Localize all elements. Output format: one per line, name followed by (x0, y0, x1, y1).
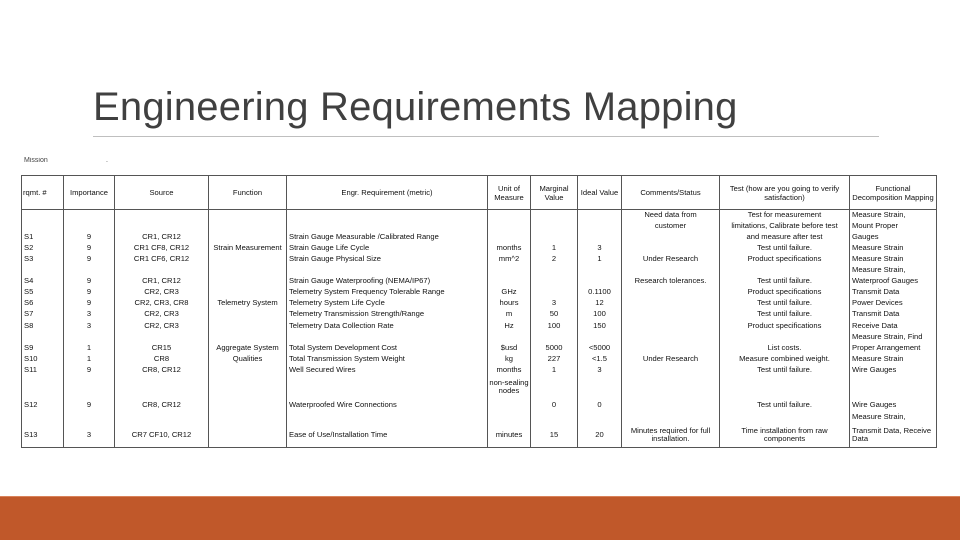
cell-unit (488, 399, 531, 411)
table-row (22, 287, 937, 298)
cell-ideal (578, 210, 622, 221)
cell-comments: customer (622, 221, 720, 232)
cell-decomposition (850, 376, 937, 399)
cell-unit: non-sealing nodes (488, 376, 531, 399)
cell-rqmt-number (22, 376, 64, 399)
cell-comments (622, 309, 720, 320)
cell-importance: 3 (64, 320, 115, 331)
cell-unit: minutes (488, 423, 531, 447)
cell-importance: 9 (64, 243, 115, 254)
cell-test: Test until failure. (720, 365, 850, 376)
table-row (22, 221, 937, 232)
cell-unit (488, 411, 531, 423)
cell-source: CR8 (115, 354, 209, 365)
cell-rqmt-number: S11 (22, 365, 64, 376)
cell-test: Product specifications (720, 287, 850, 298)
cell-rqmt-number (22, 210, 64, 221)
cell-unit: months (488, 365, 531, 376)
cell-unit: Hz (488, 320, 531, 331)
footer-bar (0, 497, 960, 540)
cell-engr-requirement: Strain Gauge Physical Size (287, 254, 488, 265)
cell-unit: kg (488, 354, 531, 365)
table-body (22, 210, 937, 448)
cell-rqmt-number: S12 (22, 399, 64, 411)
cell-source: CR2, CR3 (115, 320, 209, 331)
table-header (22, 176, 937, 210)
table-row (22, 354, 937, 365)
cell-comments (622, 298, 720, 309)
cell-decomposition: Mount Proper (850, 221, 937, 232)
cell-marginal: 100 (531, 320, 578, 331)
cell-marginal (531, 411, 578, 423)
cell-function (209, 376, 287, 399)
cell-test: Test until failure. (720, 399, 850, 411)
header-ideal-value: Ideal Value (578, 176, 622, 210)
cell-unit (488, 221, 531, 232)
cell-importance: 3 (64, 309, 115, 320)
cell-importance (64, 376, 115, 399)
cell-decomposition: Measure Strain (850, 254, 937, 265)
cell-rqmt-number: S7 (22, 309, 64, 320)
cell-function (209, 276, 287, 287)
cell-source (115, 265, 209, 276)
cell-marginal (531, 376, 578, 399)
cell-ideal (578, 376, 622, 399)
cell-function (209, 210, 287, 221)
cell-ideal (578, 276, 622, 287)
table-row (22, 243, 937, 254)
cell-comments: Research tolerances. (622, 276, 720, 287)
cell-rqmt-number: S5 (22, 287, 64, 298)
cell-importance: 9 (64, 276, 115, 287)
cell-function (209, 265, 287, 276)
cell-comments (622, 376, 720, 399)
cell-ideal (578, 411, 622, 423)
cell-function (209, 232, 287, 243)
cell-decomposition: Measure Strain, (850, 210, 937, 221)
cell-unit (488, 265, 531, 276)
cell-engr-requirement (287, 331, 488, 342)
cell-comments (622, 232, 720, 243)
cell-importance (64, 265, 115, 276)
cell-function: Qualities (209, 354, 287, 365)
cell-unit: mm^2 (488, 254, 531, 265)
cell-source: CR7 CF10, CR12 (115, 423, 209, 447)
cell-source (115, 221, 209, 232)
cell-source: CR2, CR3 (115, 309, 209, 320)
cell-rqmt-number: S3 (22, 254, 64, 265)
cell-test: Test until failure. (720, 276, 850, 287)
cell-decomposition: Measure Strain, Find (850, 331, 937, 342)
cell-function (209, 411, 287, 423)
cell-test (720, 411, 850, 423)
cell-engr-requirement: Strain Gauge Measurable /Calibrated Range (287, 232, 488, 243)
header-rqmt-number: rqmt. # (22, 176, 64, 210)
cell-decomposition: Measure Strain (850, 243, 937, 254)
cell-ideal: 100 (578, 309, 622, 320)
header-function: Function (209, 176, 287, 210)
cell-rqmt-number (22, 221, 64, 232)
cell-ideal: 12 (578, 298, 622, 309)
cell-rqmt-number: S2 (22, 243, 64, 254)
cell-ideal: 3 (578, 365, 622, 376)
cell-marginal (531, 210, 578, 221)
cell-marginal: 1 (531, 243, 578, 254)
header-comments-status: Comments/Status (622, 176, 720, 210)
header-functional-decomposition: Functional Decomposition Mapping (850, 176, 937, 210)
cell-test: limitations, Calibrate before test (720, 221, 850, 232)
table-row (22, 309, 937, 320)
cell-ideal (578, 232, 622, 243)
cell-test: Test for measurement (720, 210, 850, 221)
cell-function (209, 221, 287, 232)
cell-source: CR2, CR3 (115, 287, 209, 298)
cell-marginal (531, 331, 578, 342)
table-row (22, 342, 937, 353)
cell-decomposition: Measure Strain, (850, 411, 937, 423)
cell-unit (488, 331, 531, 342)
cell-unit: $usd (488, 342, 531, 353)
table-row (22, 298, 937, 309)
cell-decomposition: Transmit Data, Receive Data (850, 423, 937, 447)
cell-function (209, 331, 287, 342)
cell-source (115, 376, 209, 399)
table-row (22, 376, 937, 399)
cell-decomposition: Wire Gauges (850, 365, 937, 376)
cell-unit: GHz (488, 287, 531, 298)
cell-function (209, 365, 287, 376)
cell-function (209, 309, 287, 320)
cell-function (209, 287, 287, 298)
cell-rqmt-number: S6 (22, 298, 64, 309)
table-row (22, 276, 937, 287)
header-marginal-value: Marginal Value (531, 176, 578, 210)
cell-test (720, 265, 850, 276)
cell-engr-requirement: Well Secured Wires (287, 365, 488, 376)
cell-test: Test until failure. (720, 243, 850, 254)
cell-rqmt-number: S10 (22, 354, 64, 365)
cell-marginal: 3 (531, 298, 578, 309)
cell-ideal: 20 (578, 423, 622, 447)
table-row (22, 399, 937, 411)
cell-comments: Minutes required for full installation. (622, 423, 720, 447)
cell-ideal: 0.1100 (578, 287, 622, 298)
cell-source: CR1, CR12 (115, 276, 209, 287)
header-source: Source (115, 176, 209, 210)
cell-unit: months (488, 243, 531, 254)
cell-decomposition: Power Devices (850, 298, 937, 309)
cell-importance (64, 210, 115, 221)
cell-source: CR1, CR12 (115, 232, 209, 243)
cell-function: Telemetry System (209, 298, 287, 309)
table-row (22, 423, 937, 447)
cell-marginal (531, 221, 578, 232)
cell-decomposition: Receive Data (850, 320, 937, 331)
cell-rqmt-number (22, 411, 64, 423)
cell-ideal: 1 (578, 254, 622, 265)
cell-test: Test until failure. (720, 298, 850, 309)
cell-engr-requirement: Total System Development Cost (287, 342, 488, 353)
cell-ideal (578, 331, 622, 342)
cell-rqmt-number (22, 265, 64, 276)
cell-comments (622, 365, 720, 376)
cell-function (209, 423, 287, 447)
cell-importance: 9 (64, 399, 115, 411)
table-row (22, 365, 937, 376)
cell-decomposition: Waterproof Gauges (850, 276, 937, 287)
cell-marginal (531, 276, 578, 287)
cell-marginal: 15 (531, 423, 578, 447)
cell-comments (622, 411, 720, 423)
cell-function (209, 320, 287, 331)
cell-unit (488, 232, 531, 243)
cell-ideal (578, 265, 622, 276)
cell-unit: m (488, 309, 531, 320)
cell-comments (622, 287, 720, 298)
cell-ideal: 150 (578, 320, 622, 331)
cell-decomposition: Measure Strain, (850, 265, 937, 276)
cell-ideal: <1.5 (578, 354, 622, 365)
table-row (22, 254, 937, 265)
cell-unit (488, 276, 531, 287)
cell-importance: 9 (64, 287, 115, 298)
cell-source: CR1 CF6, CR12 (115, 254, 209, 265)
cell-importance (64, 411, 115, 423)
cell-importance: 9 (64, 254, 115, 265)
cell-comments: Need data from (622, 210, 720, 221)
cell-rqmt-number: S1 (22, 232, 64, 243)
cell-engr-requirement: Telemetry Data Collection Rate (287, 320, 488, 331)
requirements-spreadsheet (21, 175, 936, 448)
table-row (22, 331, 937, 342)
table-row (22, 232, 937, 243)
cell-importance: 9 (64, 232, 115, 243)
cell-source: CR15 (115, 342, 209, 353)
header-unit-of-measure: Unit of Measure (488, 176, 531, 210)
cell-rqmt-number: S8 (22, 320, 64, 331)
cell-comments (622, 331, 720, 342)
slide-title: Engineering Requirements Mapping (93, 85, 738, 129)
cell-importance (64, 331, 115, 342)
cell-engr-requirement: Total Transmission System Weight (287, 354, 488, 365)
cell-marginal (531, 287, 578, 298)
cell-rqmt-number (22, 331, 64, 342)
cell-ideal: <5000 (578, 342, 622, 353)
cell-importance: 9 (64, 298, 115, 309)
cell-unit (488, 210, 531, 221)
cell-source: CR8, CR12 (115, 365, 209, 376)
cell-engr-requirement (287, 376, 488, 399)
cell-comments (622, 243, 720, 254)
cell-decomposition: Transmit Data (850, 309, 937, 320)
cell-source: CR8, CR12 (115, 399, 209, 411)
cell-rqmt-number: S9 (22, 342, 64, 353)
cell-test (720, 376, 850, 399)
header-engr-requirement: Engr. Requirement (metric) (287, 176, 488, 210)
cell-comments (622, 342, 720, 353)
cell-importance: 9 (64, 365, 115, 376)
cell-rqmt-number: S4 (22, 276, 64, 287)
table-row (22, 210, 937, 221)
cell-engr-requirement (287, 221, 488, 232)
cell-marginal: 1 (531, 365, 578, 376)
cell-marginal: 227 (531, 354, 578, 365)
cell-comments (622, 265, 720, 276)
cell-comments (622, 320, 720, 331)
cell-ideal: 0 (578, 399, 622, 411)
cell-importance (64, 221, 115, 232)
title-underline (93, 136, 879, 137)
cell-test: and measure after test (720, 232, 850, 243)
cell-engr-requirement (287, 265, 488, 276)
cell-source: CR1 CF8, CR12 (115, 243, 209, 254)
cell-source (115, 331, 209, 342)
cell-test: List costs. (720, 342, 850, 353)
cell-rqmt-number: S13 (22, 423, 64, 447)
cell-source (115, 411, 209, 423)
requirements-table (21, 175, 937, 448)
cell-marginal (531, 265, 578, 276)
cell-decomposition: Measure Strain (850, 354, 937, 365)
cell-marginal: 5000 (531, 342, 578, 353)
cell-comments (622, 399, 720, 411)
cell-engr-requirement: Ease of Use/Installation Time (287, 423, 488, 447)
cell-marginal: 2 (531, 254, 578, 265)
cell-function (209, 254, 287, 265)
table-row (22, 320, 937, 331)
cell-engr-requirement: Telemetry System Frequency Tolerable Range (287, 287, 488, 298)
cell-test: Test until failure. (720, 309, 850, 320)
cell-decomposition: Wire Gauges (850, 399, 937, 411)
cell-marginal (531, 232, 578, 243)
cell-source (115, 210, 209, 221)
cell-ideal (578, 221, 622, 232)
cell-ideal: 3 (578, 243, 622, 254)
cell-comments: Under Research (622, 354, 720, 365)
header-importance: Importance (64, 176, 115, 210)
cell-marginal: 50 (531, 309, 578, 320)
cell-function (209, 399, 287, 411)
cell-decomposition: Proper Arrangement (850, 342, 937, 353)
cell-importance: 1 (64, 342, 115, 353)
cell-engr-requirement (287, 210, 488, 221)
cell-source: CR2, CR3, CR8 (115, 298, 209, 309)
cell-test: Product specifications (720, 254, 850, 265)
cell-comments: Under Research (622, 254, 720, 265)
cell-test: Measure combined weight. (720, 354, 850, 365)
cell-importance: 1 (64, 354, 115, 365)
cell-engr-requirement: Strain Gauge Life Cycle (287, 243, 488, 254)
cell-importance: 3 (64, 423, 115, 447)
cell-engr-requirement: Waterproofed Wire Connections (287, 399, 488, 411)
header-row (22, 176, 937, 210)
cell-test (720, 331, 850, 342)
cell-decomposition: Gauges (850, 232, 937, 243)
cell-function: Strain Measurement (209, 243, 287, 254)
sheet-fragment-right: . (106, 157, 108, 164)
cell-unit: hours (488, 298, 531, 309)
cell-decomposition: Transmit Data (850, 287, 937, 298)
cell-test: Product specifications (720, 320, 850, 331)
header-test: Test (how are you going to verify satisfaction) (720, 176, 850, 210)
sheet-fragment-left: Mission (24, 157, 48, 164)
cell-engr-requirement: Telemetry System Life Cycle (287, 298, 488, 309)
table-row (22, 411, 937, 423)
cell-engr-requirement: Strain Gauge Waterproofing (NEMA/IP67) (287, 276, 488, 287)
cell-engr-requirement: Telemetry Transmission Strength/Range (287, 309, 488, 320)
cell-function: Aggregate System (209, 342, 287, 353)
table-row (22, 265, 937, 276)
cell-engr-requirement (287, 411, 488, 423)
cell-marginal: 0 (531, 399, 578, 411)
cell-test: Time installation from raw components (720, 423, 850, 447)
